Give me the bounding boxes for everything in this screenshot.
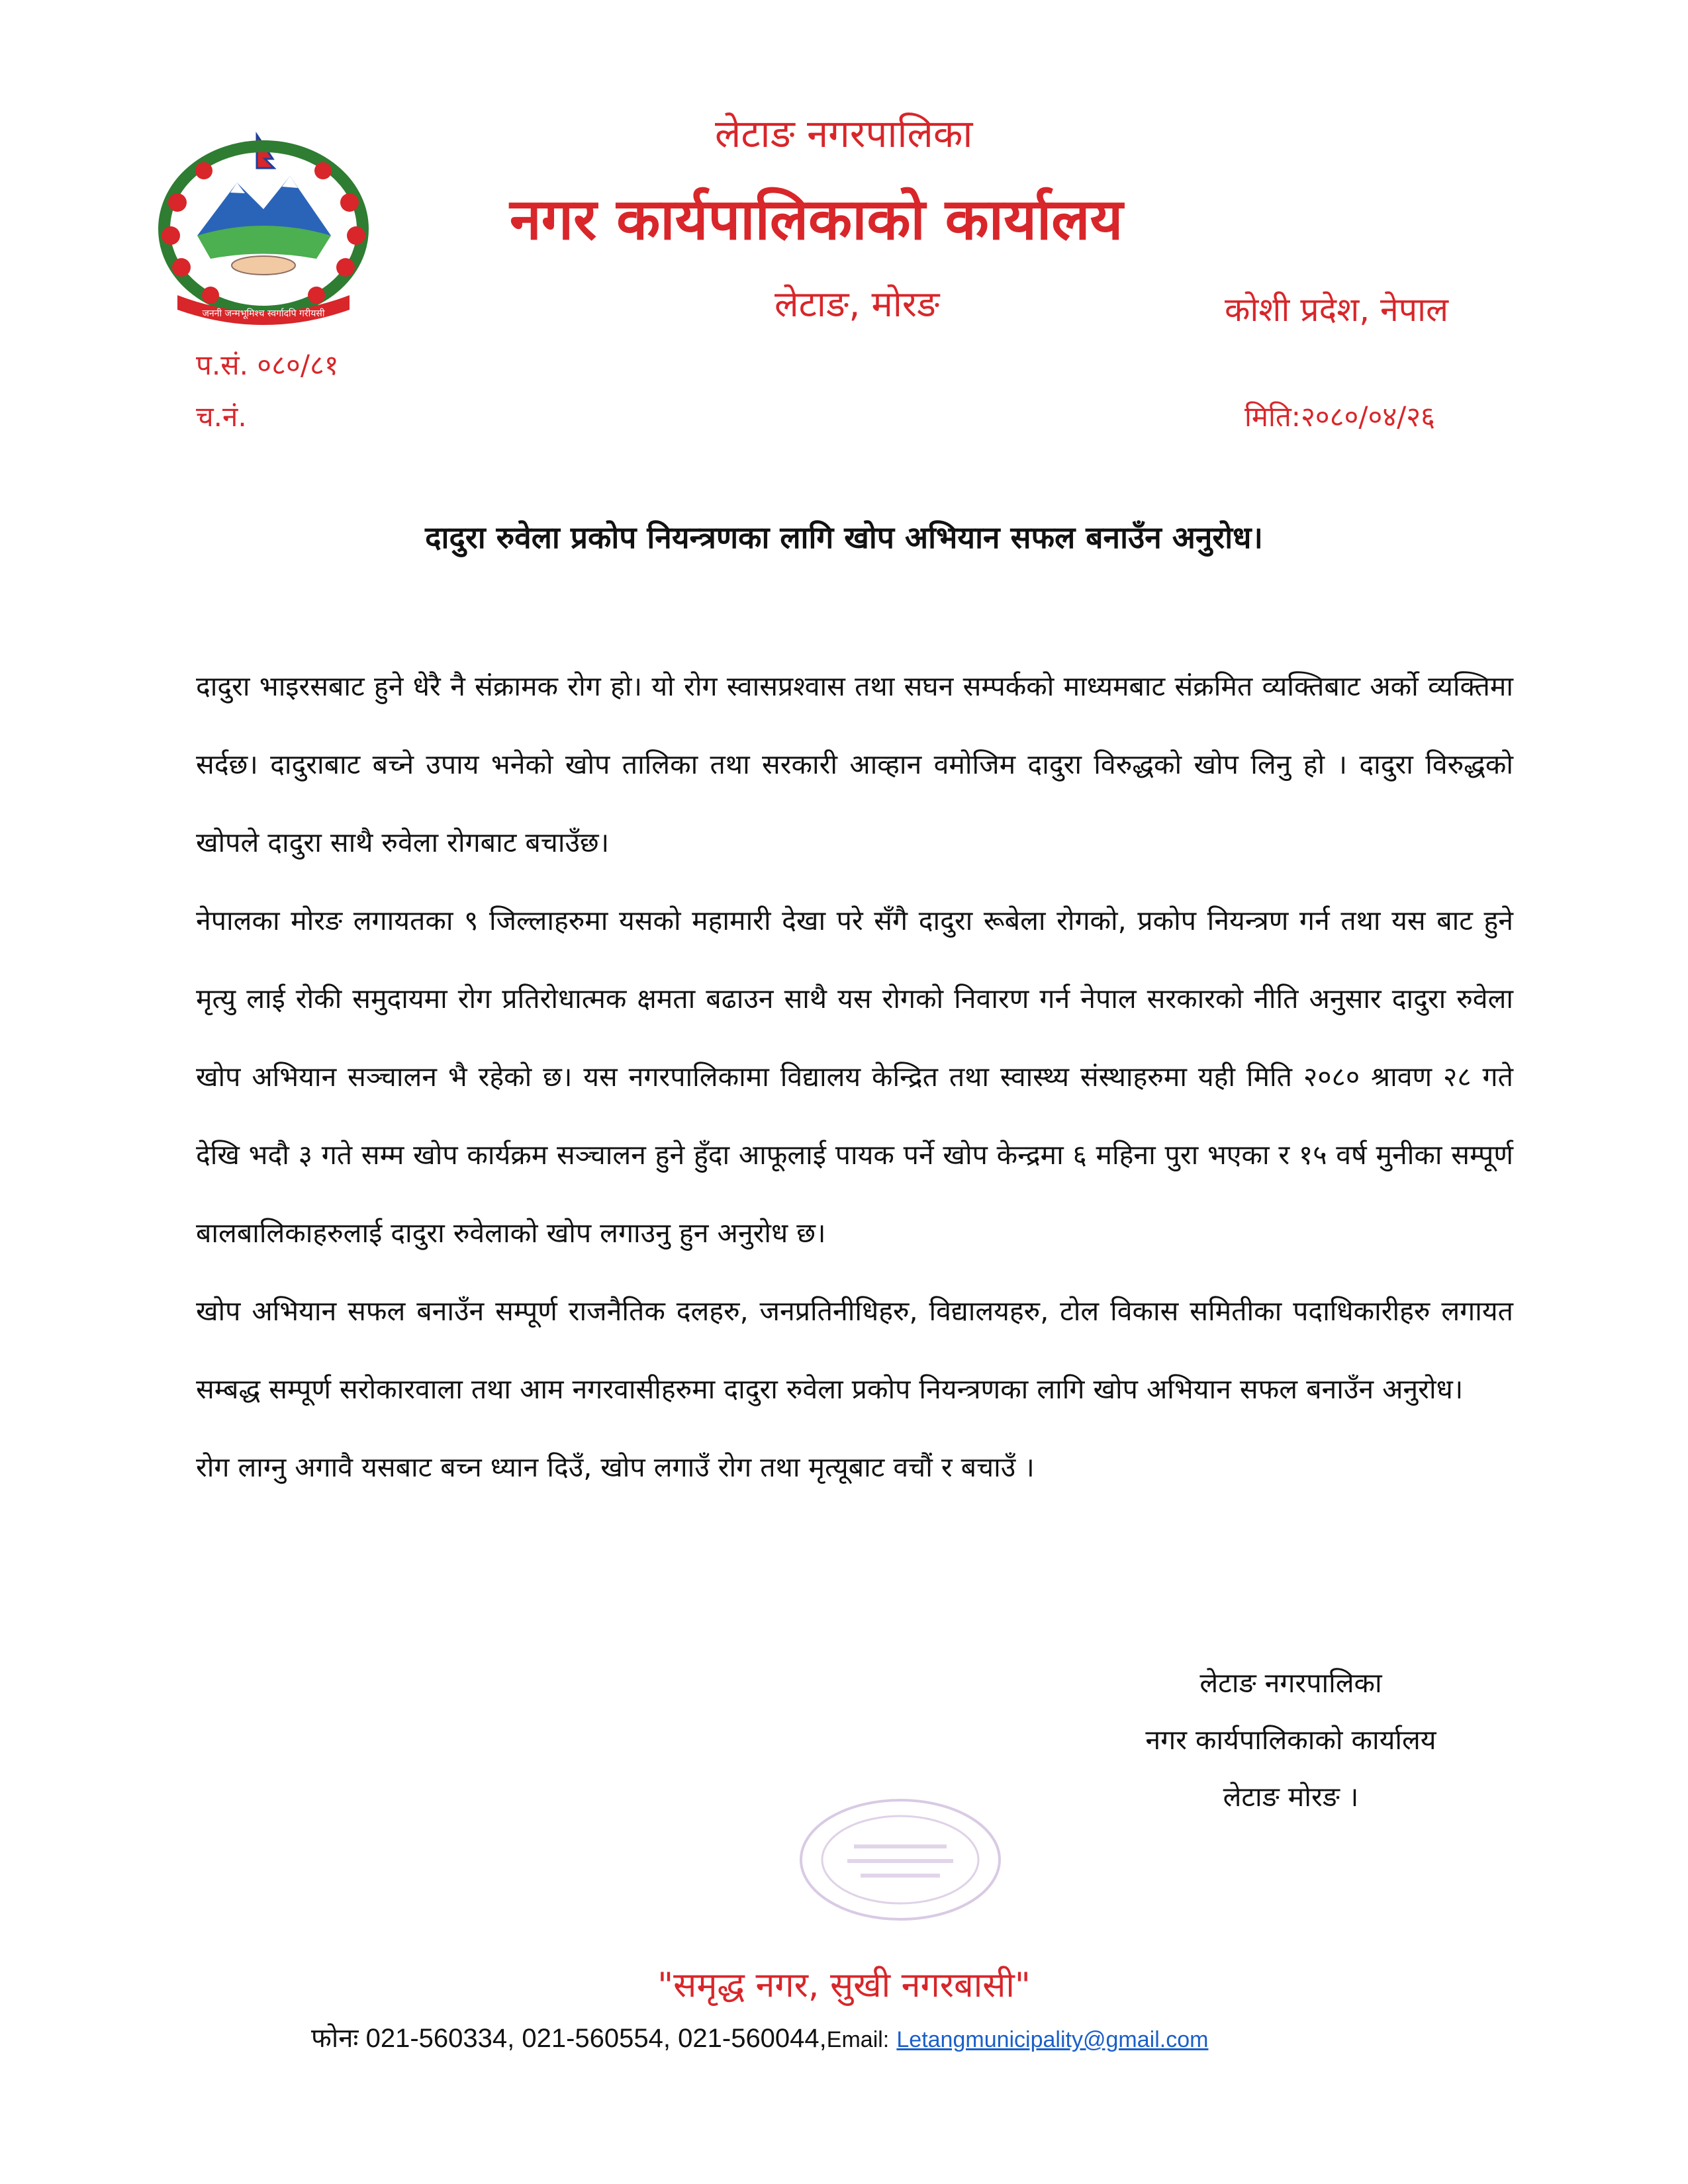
dispatch-number: च.नं. — [196, 400, 247, 433]
email-link[interactable]: Letangmunicipality@gmail.com — [896, 2027, 1209, 2052]
footer-slogan: "समृद्ध नगर, सुखी नगरबासी" — [657, 1966, 1031, 2005]
office-name: नगर कार्यपालिकाको कार्यालय — [510, 187, 1123, 253]
body-paragraph: रोग लाग्नु अगावै यसबाट बच्न ध्यान दिउँ, खोप लगाउँ रोग तथा मृत्यूबाट वचौं र बचाउँ । — [196, 1451, 1035, 1483]
municipality-name: लेटाङ नगरपालिका — [715, 111, 973, 156]
body-paragraph: दादुरा भाइरसबाट हुने धेरै नै संक्रामक रोग हो। यो रोग स्वासप्रश्वास तथा सघन सम्पर्कको माध्यमबाट संक्रमित व्यक्तिबाट अर्को व्यक्तिमा सर्दछ। दादुराबाट बच्ने उपाय भनेको खोप तालिका तथा सरकारी आव्हान वमोजिम दादुरा विरुद्धको खोप लिनु हो । दादुरा विरुद्धको खोपले दादुरा साथै रुवेला रोगबाट बचाउँछ। — [196, 670, 1513, 858]
email-label: Email: — [826, 2027, 890, 2052]
phone-label: फोनः — [311, 2024, 359, 2053]
official-stamp — [768, 1787, 1033, 1933]
phone-numbers: 021-560334, 021-560554, 021-560044, — [365, 2024, 827, 2053]
office-location: लेटाङ, मोरङ — [774, 283, 940, 325]
letter-body — [196, 647, 1513, 1506]
nepal-emblem-logo — [151, 130, 376, 328]
signature-line: नगर कार्यपालिकाको कार्यालय — [1145, 1724, 1436, 1756]
province-country: कोशी प्रदेश, नेपाल — [1225, 291, 1448, 329]
signature-line: लेटाङ मोरङ । — [1223, 1781, 1359, 1813]
signature-line: लेटाङ नगरपालिका — [1199, 1667, 1382, 1699]
body-paragraph: खोप अभियान सफल बनाउँन सम्पूर्ण राजनैतिक दलहरु, जनप्रतिनीधिहरु, विद्यालयहरु, टोल विकास समितीका पदाधिकारीहरु लगायत सम्बद्ध सम्पूर्ण सरोकारवाला तथा आम नगरवासीहरुमा दादुरा रुवेला प्रकोप नियन्त्रणका लागि खोप अभियान सफल बनाउँन अनुरोध। — [196, 1295, 1513, 1405]
body-paragraph: नेपालका मोरङ लगायतका ९ जिल्लाहरुमा यसको महामारी देखा परे सँगै दादुरा रूबेला रोगको, प्रकोप नियन्त्रण गर्न तथा यस बाट हुने मृत्यु लाई रोकी समुदायमा रोग प्रतिरोधात्मक क्षमता बढाउन साथै यस रोगको निवारण गर्न नेपाल सरकारको नीति अनुसार दादुरा रुवेला खोप अभियान सञ्चालन भै रहेको छ। यस नगरपालिकामा विद्यालय केन्द्रित तथा स्वास्थ्य संस्थाहरुमा यही मिति २०८० श्रावण २८ गते देखि भदौ ३ गते सम्म खोप कार्यक्रम सञ्चालन हुने हुँदा आफूलाई पायक पर्ने खोप केन्द्रमा ६ महिना पुरा भएका र १५ वर्ष मुनीका सम्पूर्ण बालबालिकाहरुलाई दादुरा रुवेलाको खोप लगाउनु हुन अनुरोध छ। — [196, 905, 1513, 1249]
signature-block — [1059, 1655, 1523, 1825]
reference-number: प.सं. ०८०/८१ — [196, 349, 339, 381]
logo-motto: जननी जन्मभूमिश्च स्वर्गादपि गरीयसी — [202, 308, 325, 319]
letter-date: मिति:२०८०/०४/२६ — [1244, 400, 1435, 433]
letter-subject: दादुरा रुवेला प्रकोप नियन्त्रणका लागि खोप अभियान सफल बनाउँन अनुरोध। — [425, 520, 1263, 555]
footer-contact — [311, 2019, 1208, 2055]
